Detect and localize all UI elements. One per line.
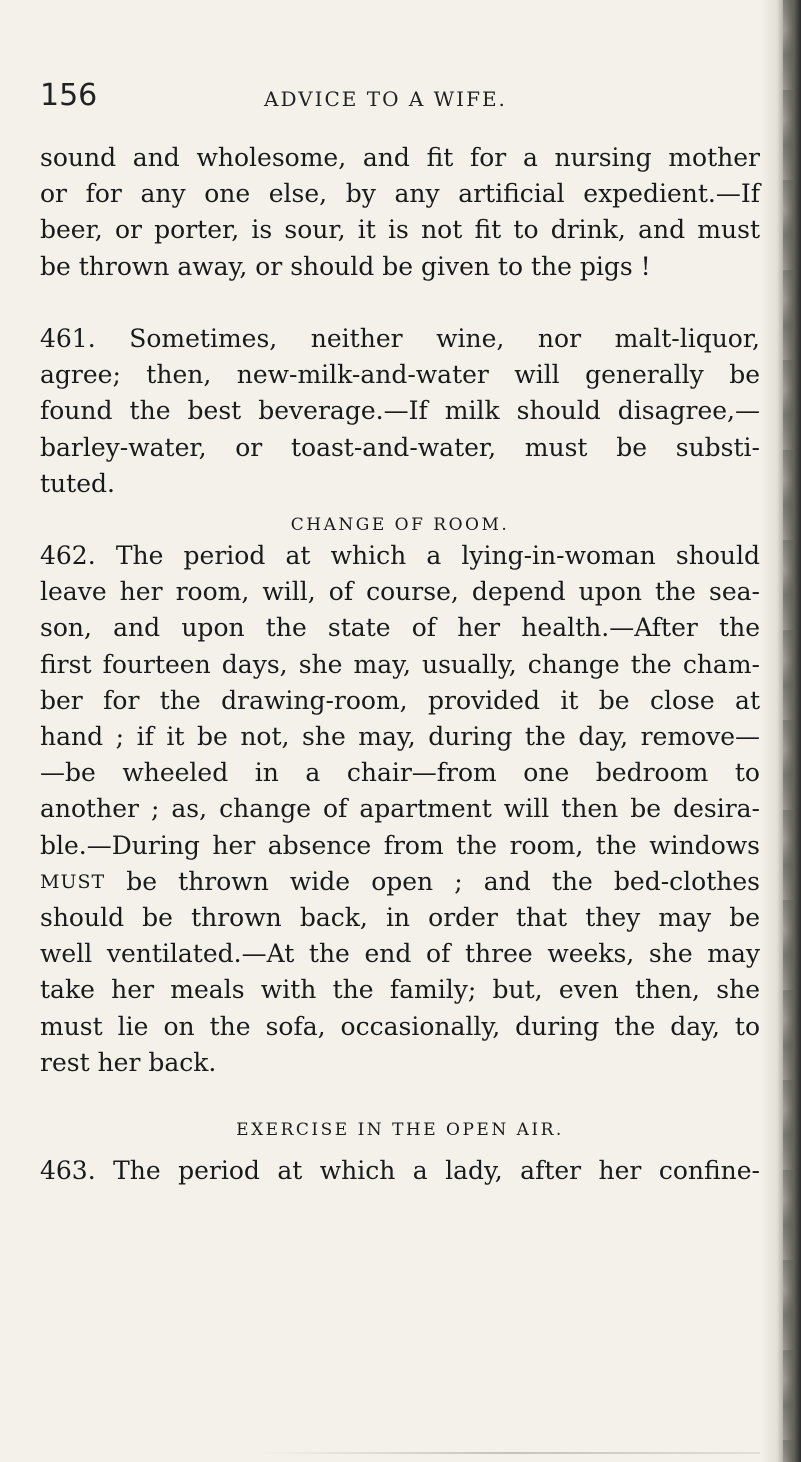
- text-line: —be wheeled in a chair—from one bedroom to: [40, 758, 760, 788]
- text-line: agree; then, new-milk-and-water will generally be: [40, 360, 760, 390]
- text-line-rest: be thrown wide open ; and the bed-clothes: [105, 866, 760, 896]
- page-bottom-mark: [260, 1452, 760, 1454]
- text-line: or for any one else, by any artificial expedient.—If: [40, 179, 760, 209]
- text-line: [40, 864, 760, 900]
- page-header: [40, 76, 760, 120]
- text-line: first fourteen days, she may, usually, change the cham-: [40, 649, 760, 679]
- text-line: should be thrown back, in order that they may be: [40, 902, 760, 932]
- text-line: well ventilated.—At the end of three weeks, she may: [40, 939, 760, 969]
- page-number: 156: [40, 78, 98, 113]
- page-edge-shadow: [761, 0, 801, 1462]
- text-line: 462. The period at which a lying-in-woman should: [40, 541, 760, 571]
- text-line: be thrown away, or should be given to the pigs !: [40, 251, 651, 281]
- text-line: 461. Sometimes, neither wine, nor malt-liquor,: [40, 323, 760, 353]
- text-line: 463. The period at which a lady, after her confine-: [40, 1156, 760, 1186]
- paragraph-gap: [40, 285, 760, 321]
- text-line: beer, or porter, is sour, it is not fit to drink, and must: [40, 215, 760, 245]
- text-line: take her meals with the family; but, even then, she: [40, 975, 760, 1005]
- paragraph-gap: [40, 1081, 760, 1117]
- text-line: found the best beverage.—If milk should disagree,—: [40, 396, 760, 426]
- text-line: another ; as, change of apartment will then be desira-: [40, 794, 760, 824]
- text-line: rest her back.: [40, 1047, 217, 1077]
- text-line: ble.—During her absence from the room, the windows: [40, 830, 760, 860]
- page-body: [40, 140, 760, 1189]
- text-line: leave her room, will, of course, depend upon the sea-: [40, 577, 760, 607]
- running-head: ADVICE TO A WIFE.: [264, 87, 507, 111]
- text-line: son, and upon the state of her health.—After the: [40, 613, 760, 643]
- text-line: tuted.: [40, 468, 115, 498]
- section-heading-change-of-room: CHANGE OF ROOM.: [290, 514, 510, 535]
- text-line: barley-water, or toast-and-water, must be substi-: [40, 432, 760, 462]
- text-line: hand ; if it be not, she may, during the day, remove—: [40, 722, 760, 751]
- section-heading-exercise: EXERCISE IN THE OPEN AIR.: [236, 1120, 564, 1141]
- small-caps-word: MUST: [40, 870, 106, 893]
- text-line: sound and wholesome, and fit for a nursing mother: [40, 143, 760, 172]
- text-line: must lie on the sofa, occasionally, during the day, to: [40, 1011, 760, 1041]
- text-line: ber for the drawing-room, provided it be close at: [40, 685, 760, 715]
- page-edge-binding: [783, 0, 793, 1462]
